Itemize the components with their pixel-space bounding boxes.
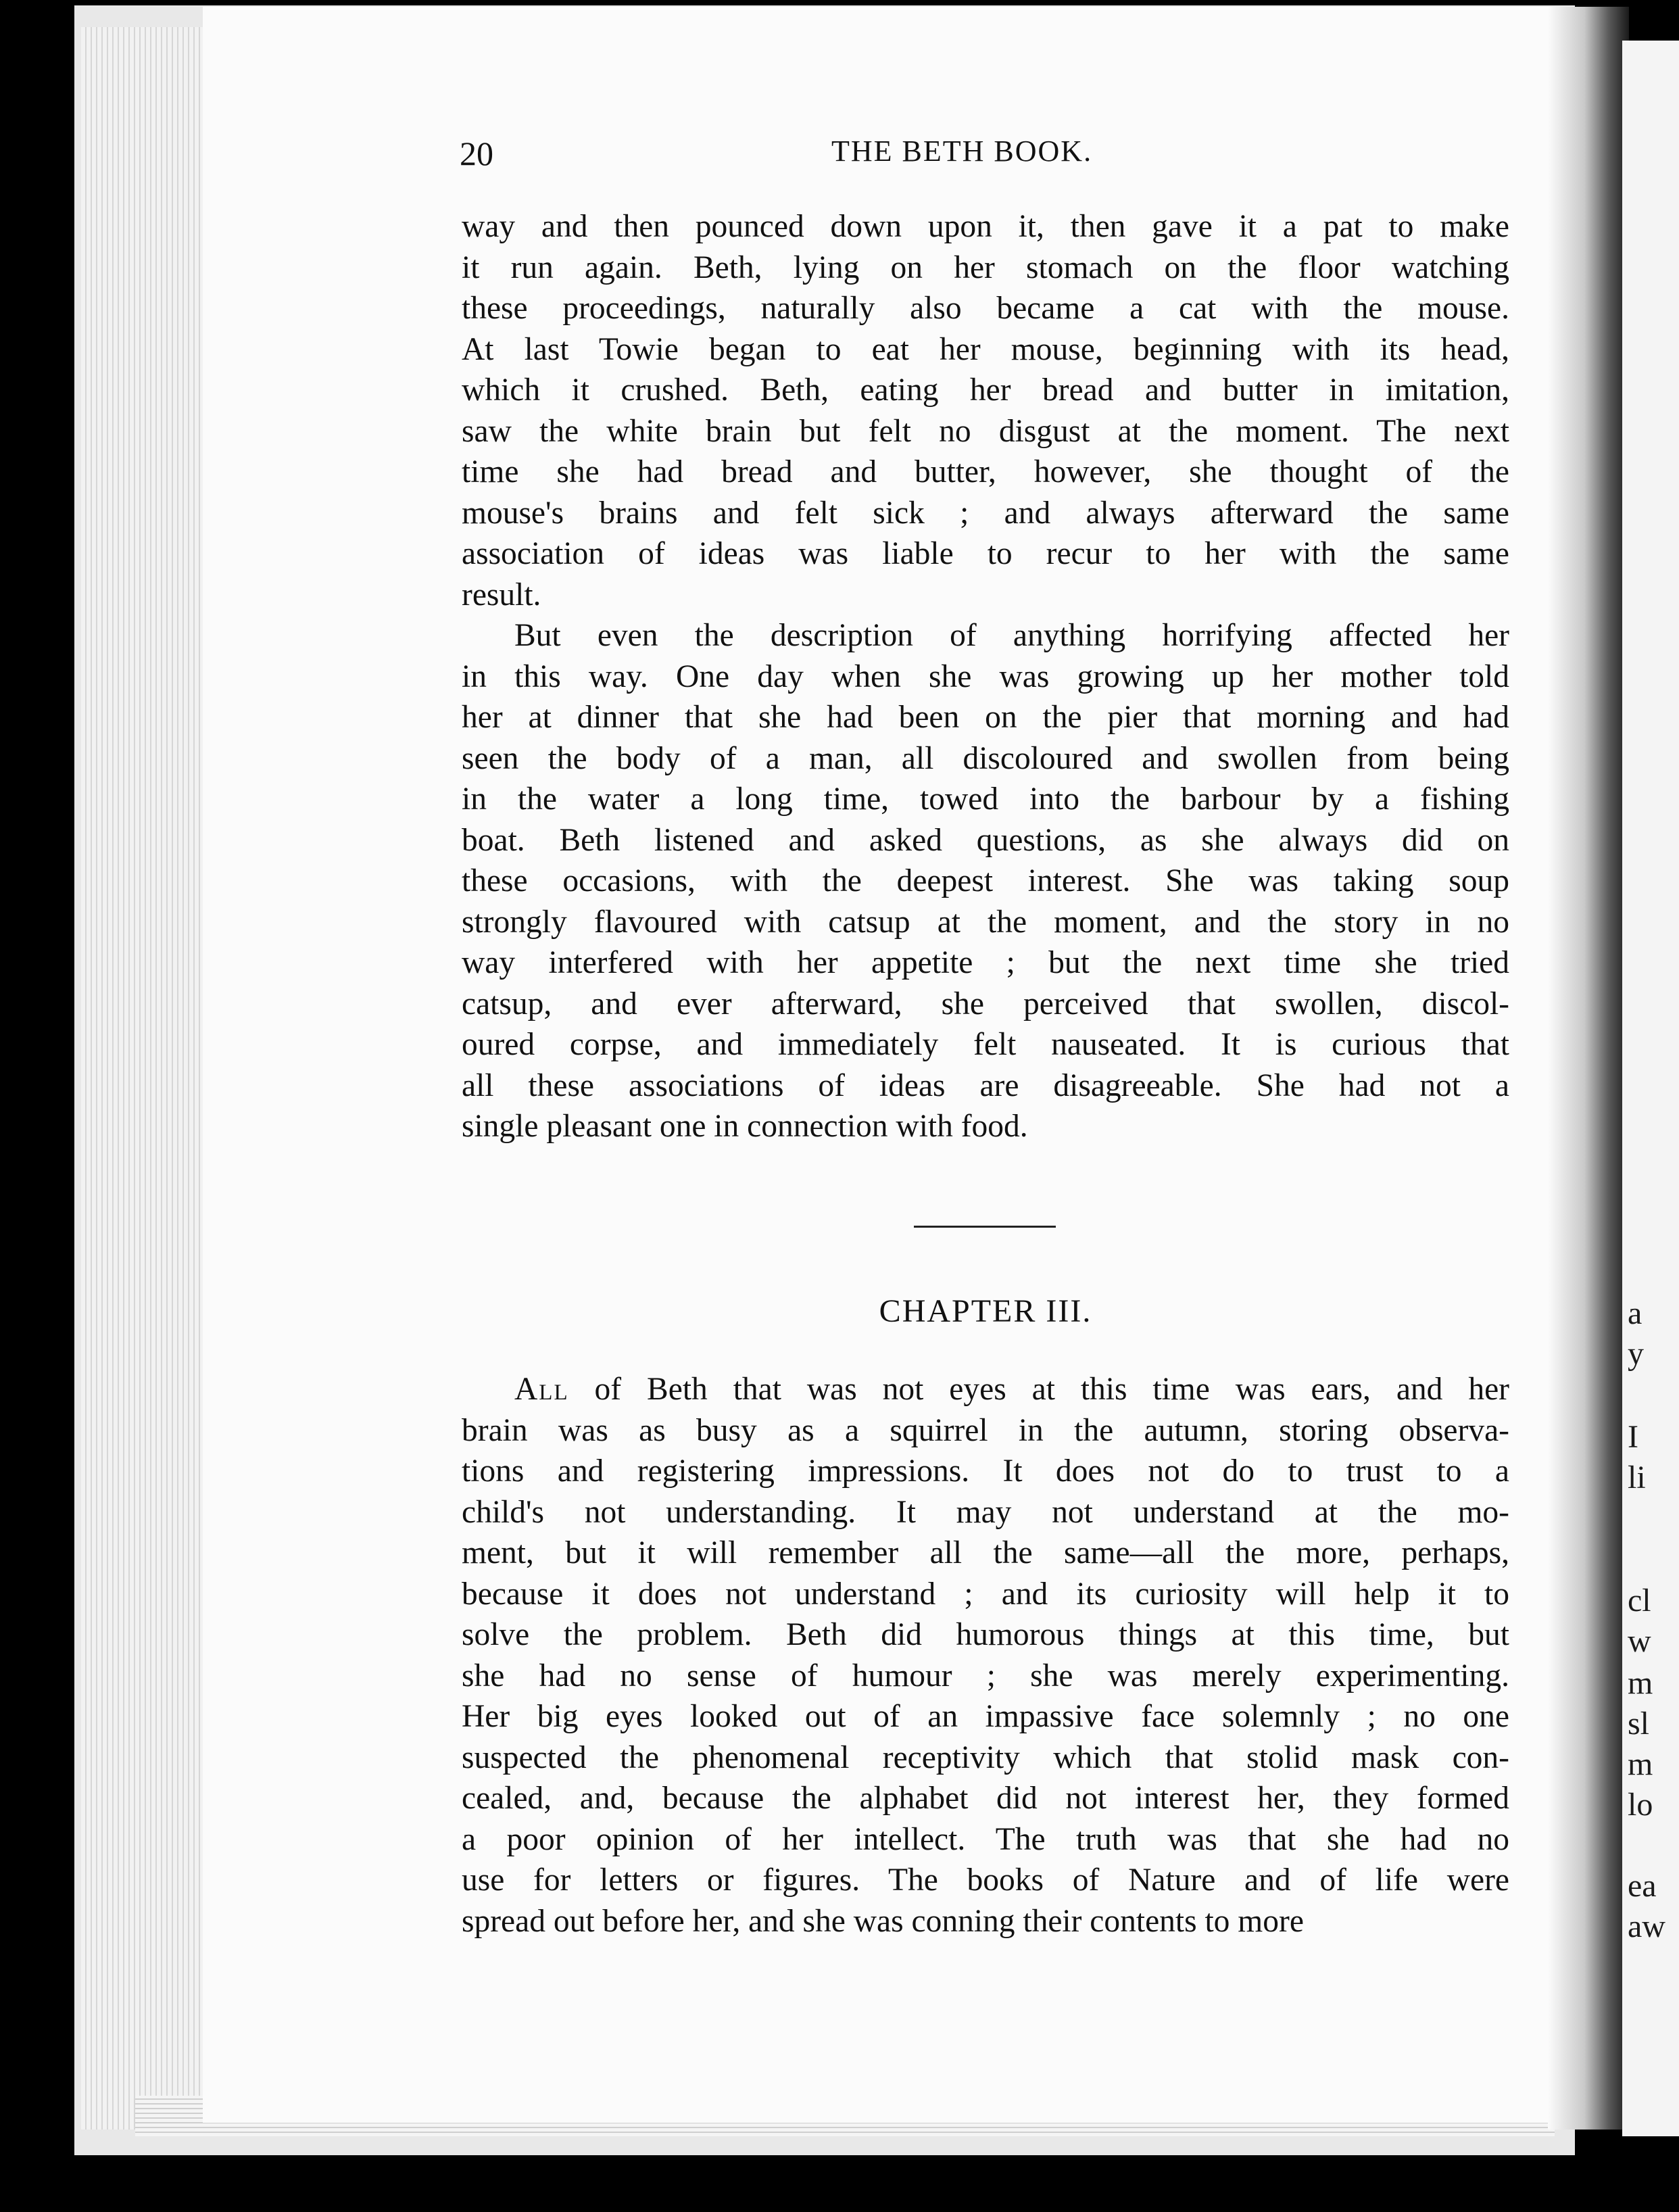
- text-line: boat. Beth listened and asked questions, as she always did on: [462, 822, 1509, 858]
- text-line: way and then pounced down upon it, then gave it a pat to make: [462, 209, 1509, 244]
- facing-page-fragment: li: [1628, 1460, 1646, 1495]
- text-line: seen the body of a man, all discoloured and swollen from being: [462, 740, 1509, 776]
- text-line: At last Towie began to eat her mouse, beginning with its head,: [462, 331, 1509, 367]
- facing-page-fragment: lo: [1628, 1787, 1653, 1823]
- facing-page-fragment: ea: [1628, 1868, 1657, 1904]
- book-gutter: [1548, 7, 1629, 2130]
- text-line: use for letters or figures. The books of Nature and of life were: [462, 1862, 1509, 1898]
- text-line: catsup, and ever afterward, she perceived that swollen, discol-: [462, 986, 1509, 1021]
- text-line: ment, but it will remember all the same—all the more, perhaps,: [462, 1535, 1509, 1570]
- text-line: she had no sense of humour ; she was merely experimenting.: [462, 1658, 1509, 1693]
- chapter-text: [462, 1369, 1509, 1942]
- text-line: spread out before her, and she was conning their contents to more: [462, 1903, 1304, 1939]
- text-line: time she had bread and butter, however, she thought of the: [462, 454, 1509, 489]
- text-line: association of ideas was liable to recur to her with the same: [462, 536, 1509, 571]
- facing-page-fragment: aw: [1628, 1908, 1665, 1944]
- chapter-first-word: All: [514, 1372, 569, 1407]
- text-line: Her big eyes looked out of an impassive face solemnly ; no one: [462, 1699, 1509, 1734]
- text-line: her at dinner that she had been on the pier that morning and had: [462, 700, 1509, 735]
- text-line: result.: [462, 577, 541, 612]
- text-line: single pleasant one in connection with food.: [462, 1109, 1028, 1144]
- facing-page-fragment: y: [1628, 1336, 1644, 1372]
- text-line: these proceedings, naturally also became a cat with the mouse.: [462, 291, 1509, 326]
- text-line: these occasions, with the deepest interest. She was taking soup: [462, 863, 1509, 898]
- text-line: brain was as busy as a squirrel in the autumn, storing observa-: [462, 1412, 1509, 1448]
- page-edges-left: [81, 27, 216, 2130]
- facing-page-fragment: sl: [1628, 1706, 1650, 1741]
- section-rule: [914, 1226, 1056, 1228]
- facing-page-fragment: w: [1628, 1623, 1651, 1659]
- facing-page-fragment: cl: [1628, 1583, 1651, 1618]
- text-line: all these associations of ideas are disagreeable. She had not a: [462, 1067, 1509, 1103]
- text-line: suspected the phenomenal receptivity which that stolid mask con-: [462, 1739, 1509, 1775]
- text-line: But even the description of anything horrifying affected her: [514, 618, 1509, 653]
- paragraph-1: [462, 206, 1509, 615]
- text-line: mouse's brains and felt sick ; and always afterward the same: [462, 495, 1509, 531]
- paragraph-2: [462, 615, 1509, 1147]
- text-line: [462, 1369, 1509, 1410]
- running-title: THE BETH BOOK.: [831, 135, 1093, 168]
- text-line: solve the problem. Beth did humorous things at this time, but: [462, 1617, 1509, 1652]
- text-line: tions and registering impressions. It does not do to trust to a: [462, 1453, 1509, 1489]
- facing-page-fragment: I: [1628, 1419, 1638, 1455]
- text-line: way interfered with her appetite ; but the next time she tried: [462, 945, 1509, 980]
- chapter-first-line-rest: of Beth that was not eyes at this time was ears, and her: [568, 1372, 1509, 1407]
- text-line: cealed, and, because the alphabet did not interest her, they formed: [462, 1781, 1509, 1816]
- chapter-paragraph: [462, 1369, 1509, 1942]
- body-text: [462, 206, 1509, 1147]
- facing-page-fragment: a: [1628, 1295, 1642, 1331]
- page-number: 20: [460, 135, 493, 172]
- text-line: it run again. Beth, lying on her stomach on the floor watching: [462, 249, 1509, 285]
- text-line: oured corpse, and immediately felt nauseated. It is curious that: [462, 1027, 1509, 1062]
- running-head: [460, 134, 1514, 181]
- text-line: in this way. One day when she was growing up her mother told: [462, 658, 1509, 694]
- text-line: in the water a long time, towed into the barbour by a fishing: [462, 782, 1509, 817]
- facing-page-fragment: m: [1628, 1746, 1653, 1782]
- text-line: saw the white brain but felt no disgust at the moment. The next: [462, 413, 1509, 449]
- text-line: child's not understanding. It may not understand at the mo-: [462, 1494, 1509, 1530]
- text-line: which it crushed. Beth, eating her bread and butter in imitation,: [462, 372, 1509, 408]
- text-line: a poor opinion of her intellect. The truth was that she had no: [462, 1821, 1509, 1857]
- chapter-heading: CHAPTER III.: [879, 1293, 1092, 1329]
- text-line: because it does not understand ; and its curiosity will help it to: [462, 1576, 1509, 1612]
- facing-page-fragment: m: [1628, 1665, 1653, 1701]
- text-line: strongly flavoured with catsup at the moment, and the story in no: [462, 904, 1509, 940]
